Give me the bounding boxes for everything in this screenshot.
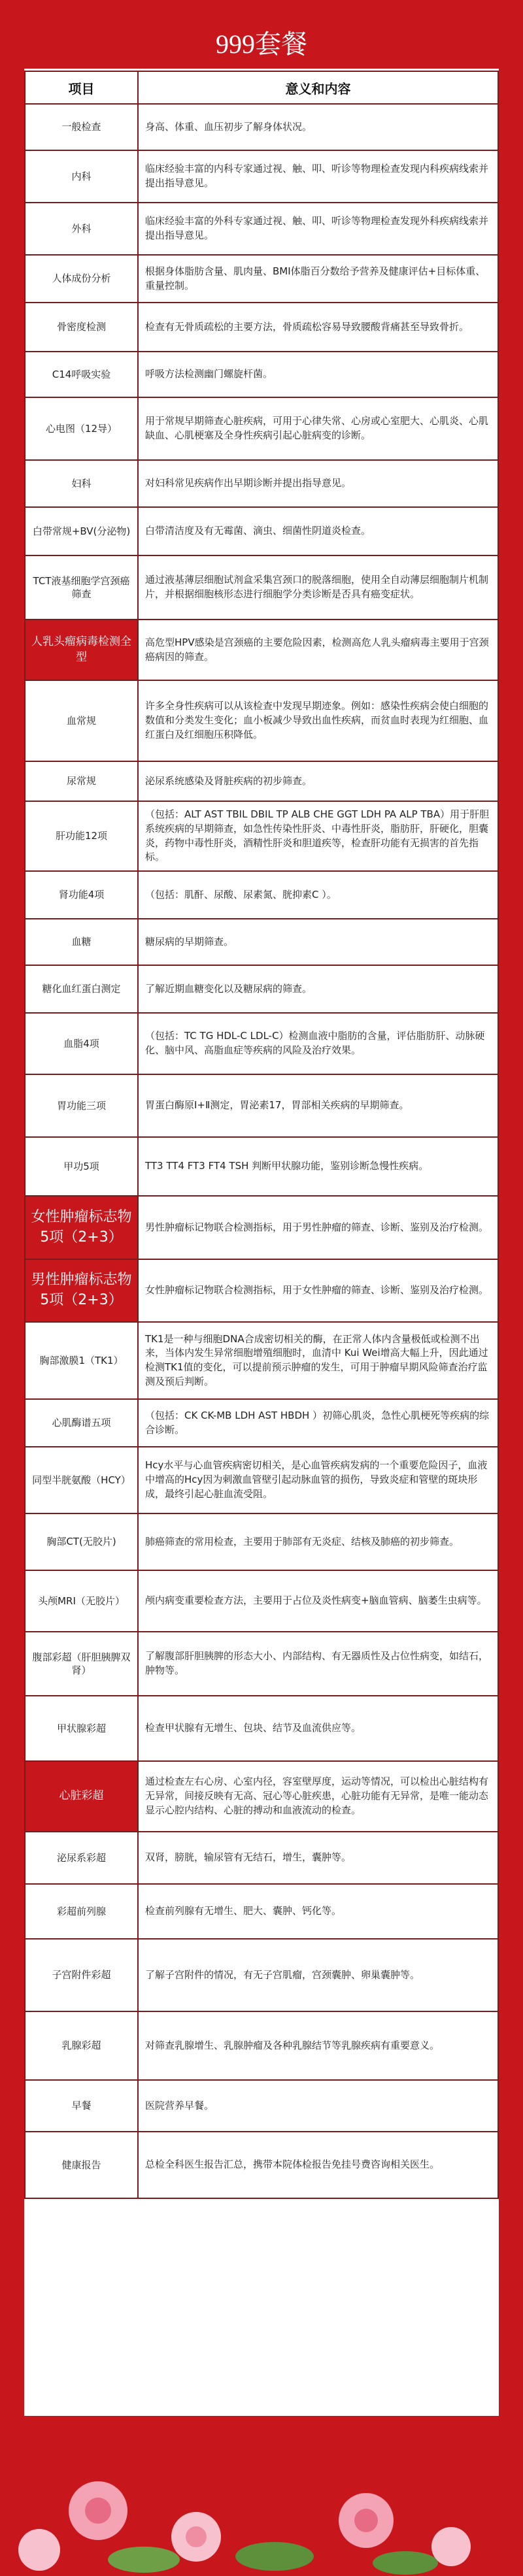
item-description: 身高、体重、血压初步了解身体状况。 [138, 104, 498, 150]
item-description: 对筛查乳腺增生、乳腺肿瘤及各种乳腺结节等乳腺疾病有重要意义。 [138, 2011, 498, 2080]
table-row [25, 1513, 498, 1570]
item-description: 临床经验丰富的外科专家通过视、触、叩、听诊等物理检查发现外科疾病线索并提出指导意见。 [138, 203, 498, 255]
item-description: 胃蛋白酶原Ⅰ+Ⅱ测定，胃泌素17，胃部相关疾病的早期筛查。 [138, 1074, 498, 1137]
table-row [25, 1832, 498, 1884]
item-description: 肺癌筛查的常用检查，主要用于肺部有无炎症、结核及肺癌的初步筛查。 [138, 1513, 498, 1570]
item-description: 通过检查左右心房、心室内径，容室壁厚度，运动等情况，可以检出心脏结构有无异常，间接反映有无高、冠心等心脏疾患，心脏功能有无异常，是唯一能动态显示心腔内结构、心脏的搏动和血液流动的检查。 [138, 1761, 498, 1832]
item-description: 对妇科常见疾病作出早期诊断并提出指导意见。 [138, 460, 498, 507]
table-row [25, 871, 498, 919]
table-row [25, 255, 498, 303]
item-name: 骨密度检测 [25, 303, 138, 352]
item-name: TCT液基细胞学宫颈癌筛查 [25, 555, 138, 619]
item-description: 高危型HPV感染是宫颈癌的主要危险因素，检测高危人乳头瘤病毒主要用于宫颈癌病因的筛查。 [138, 619, 498, 680]
table-row [25, 2132, 498, 2198]
table-row [25, 1137, 498, 1196]
item-description: 用于常规早期筛查心脏疾病，可用于心律失常、心房或心室肥大、心肌炎、心肌缺血、心肌梗塞及全身性疾病引起心脏病变的诊断。 [138, 397, 498, 460]
table-row [25, 1884, 498, 1939]
item-description: 男性肿瘤标记物联合检测指标，用于男性肿瘤的筛查、诊断、鉴别及治疗检测。 [138, 1196, 498, 1259]
item-description: 糖尿病的早期筛查。 [138, 919, 498, 965]
item-name: 内科 [25, 150, 138, 203]
item-name: 胸部CT(无胶片) [25, 1513, 138, 1570]
table-row [25, 965, 498, 1013]
table-row [25, 1447, 498, 1513]
item-description: 临床经验丰富的内科专家通过视、触、叩、听诊等物理检查发现内科疾病线索并提出指导意见。 [138, 150, 498, 203]
item-description: 了解近期血糖变化以及糖尿病的筛查。 [138, 965, 498, 1013]
table-header-row [25, 71, 498, 104]
item-description: 了解腹部肝胆胰脾的形态大小、内部结构、有无器质性及占位性病变，如结石，肿物等。 [138, 1632, 498, 1696]
item-name: 泌尿系彩超 [25, 1832, 138, 1884]
item-description: 颅内病变重要检查方法，主要用于占位及炎性病变+脑血管病、脑萎生虫病等。 [138, 1570, 498, 1632]
package-sheet [24, 20, 499, 2416]
table-row [25, 1322, 498, 1399]
item-description: 医院营养早餐。 [138, 2080, 498, 2132]
table-row [25, 2080, 498, 2132]
table-row [25, 1632, 498, 1696]
item-description: 许多全身性疾病可以从该检查中发现早期迹象。例如：感染性疾病会使白细胞的数值和分类发生变化；血小板减少导致出血性疾病，而贫血时表现为红细胞、血红蛋白及红细胞压积降低。 [138, 680, 498, 761]
table-row [25, 150, 498, 203]
item-name: 胸部激膜1（TK1） [25, 1322, 138, 1399]
item-name: 彩超前列腺 [25, 1884, 138, 1939]
item-name: 血脂4项 [25, 1013, 138, 1074]
table-row [25, 919, 498, 965]
item-description: （包括：TC TG HDL-C LDL-C）检测血液中脂肪的含量，评估脂肪肝、动脉硬化、脑中风、高脂血症等疾病的风险及治疗效果。 [138, 1013, 498, 1074]
package-table [24, 71, 499, 2199]
item-description: （包括：CK CK-MB LDH AST HBDH ）初筛心肌炎，急性心肌梗死等疾病的综合诊断。 [138, 1399, 498, 1447]
item-name: 早餐 [25, 2080, 138, 2132]
page-title: 999套餐 [24, 20, 499, 71]
item-name: 肝功能12项 [25, 801, 138, 871]
item-description: 双肾，膀胱，输尿管有无结石，增生，囊肿等。 [138, 1832, 498, 1884]
item-name: 子宫附件彩超 [25, 1939, 138, 2011]
item-name: 甲功5项 [25, 1137, 138, 1196]
item-description: 检查前列腺有无增生、肥大、囊肿、钙化等。 [138, 1884, 498, 1939]
item-description: 通过液基薄层细胞试剂盒采集宫颈口的脱落细胞，使用全自动薄层细胞制片机制片，并根据细胞核形态进行细胞学分类诊断是否具有癌变症状。 [138, 555, 498, 619]
item-description: 检查甲状腺有无增生、包块、结节及血流供应等。 [138, 1696, 498, 1761]
column-header-item: 项目 [25, 71, 138, 104]
item-description: 总检全科医生报告汇总，携带本院体检报告免挂号费咨询相关医生。 [138, 2132, 498, 2198]
table-row [25, 104, 498, 150]
item-name: 人体成份分析 [25, 255, 138, 303]
item-description: 女性肿瘤标记物联合检测指标，用于女性肿瘤的筛查、诊断、鉴别及治疗检测。 [138, 1259, 498, 1322]
item-name: 外科 [25, 203, 138, 255]
item-name: 妇科 [25, 460, 138, 507]
item-name: 乳腺彩超 [25, 2011, 138, 2080]
item-description: Hcy水平与心血管疾病密切相关，是心血管疾病发病的一个重要危险因子，血液中增高的Hcy因为刺激血管壁引起动脉血管的损伤，导致炎症和管壁的斑块形成，最终引起心脏血流受阻。 [138, 1447, 498, 1513]
item-name: 白带常规+BV(分泌物) [25, 507, 138, 555]
table-row [25, 203, 498, 255]
item-description: 检查有无骨质疏松的主要方法，骨质疏松容易导致腰酸背痛甚至导致骨折。 [138, 303, 498, 352]
item-name: 健康报告 [25, 2132, 138, 2198]
table-row [25, 1939, 498, 2011]
table-row [25, 761, 498, 801]
item-name: 糖化血红蛋白测定 [25, 965, 138, 1013]
table-row [25, 619, 498, 680]
item-description: TK1是一种与细胞DNA合成密切相关的酶，在正常人体内含量极低或检测不出来，当体内发生异常细胞增殖细胞时，血清中 Kui Wei增高大幅上升，因此通过检测TK1值的变化，可以提前预示肿瘤的发生，可用于肿瘤早期风险筛查治疗监测及预后判断。 [138, 1322, 498, 1399]
table-row [25, 1399, 498, 1447]
table-row [25, 397, 498, 460]
table-row [25, 1074, 498, 1137]
item-description: 白带清洁度及有无霉菌、滴虫、细菌性阴道炎检查。 [138, 507, 498, 555]
table-row [25, 303, 498, 352]
item-name: 心电图（12导） [25, 397, 138, 460]
table-row [25, 1761, 498, 1832]
table-row [25, 680, 498, 761]
item-name: 男性肿瘤标志物5项（2+3） [25, 1259, 138, 1322]
table-row [25, 1696, 498, 1761]
item-name: 胃功能三项 [25, 1074, 138, 1137]
table-row [25, 1196, 498, 1259]
item-description: 泌尿系统感染及肾脏疾病的初步筛查。 [138, 761, 498, 801]
item-description: 呼吸方法检测幽门螺旋杆菌。 [138, 352, 498, 397]
item-description: 了解子宫附件的情况，有无子宫肌瘤，宫颈囊肿、卵巢囊肿等。 [138, 1939, 498, 2011]
table-body [25, 104, 498, 2198]
table-row [25, 507, 498, 555]
item-name: 肾功能4项 [25, 871, 138, 919]
table-row [25, 801, 498, 871]
item-description: （包括：ALT AST TBIL DBIL TP ALB CHE GGT LDH PA ALP TBA）用于肝胆系统疾病的早期筛查，如急性传染性肝炎、中毒性肝炎，脂肪肝，肝硬化，胆囊炎，药物中毒性肝炎，酒精性肝炎和胆道疾等，检查肝功能有无损害的首先指标。 [138, 801, 498, 871]
item-name: 同型半胱氨酸（HCY） [25, 1447, 138, 1513]
table-row [25, 1570, 498, 1632]
item-name: 心肌酶谱五项 [25, 1399, 138, 1447]
item-name: 血糖 [25, 919, 138, 965]
item-description: （包括：肌酐、尿酸、尿素氮、胱抑素C ）。 [138, 871, 498, 919]
item-name: 女性肿瘤标志物5项（2+3） [25, 1196, 138, 1259]
item-name: 头颅MRI（无胶片） [25, 1570, 138, 1632]
item-description: 根据身体脂肪含量、肌肉量、BMI体脂百分数给予营养及健康评估+目标体重、重量控制。 [138, 255, 498, 303]
column-header-description: 意义和内容 [138, 71, 498, 104]
item-name: 尿常规 [25, 761, 138, 801]
item-description: TT3 TT4 FT3 FT4 TSH 判断甲状腺功能，鉴别诊断急慢性疾病。 [138, 1137, 498, 1196]
item-name: C14呼吸实验 [25, 352, 138, 397]
table-row [25, 460, 498, 507]
table-row [25, 555, 498, 619]
flower-icon [18, 2481, 471, 2575]
item-name: 腹部彩超（肝胆胰脾双肾） [25, 1632, 138, 1696]
item-name: 血常规 [25, 680, 138, 761]
table-row [25, 2011, 498, 2080]
item-name: 人乳头瘤病毒检测全型 [25, 619, 138, 680]
item-name: 心脏彩超 [25, 1761, 138, 1832]
table-row [25, 1259, 498, 1322]
table-row [25, 352, 498, 397]
table-row [25, 1013, 498, 1074]
item-name: 一般检查 [25, 104, 138, 150]
item-name: 甲状腺彩超 [25, 1696, 138, 1761]
